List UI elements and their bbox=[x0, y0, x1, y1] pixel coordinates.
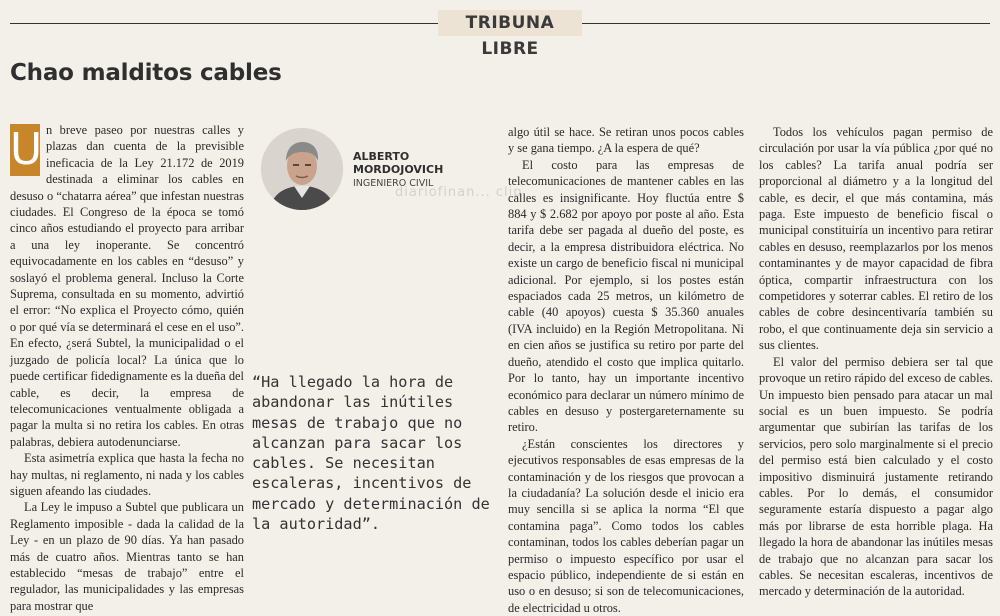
article-headline: Chao malditos cables bbox=[10, 60, 282, 86]
top-rule-right bbox=[582, 23, 990, 24]
article-column-4 bbox=[759, 124, 993, 600]
paragraph: ¿Están conscientes los directores y ejecutivos responsables de esas empresas de la contaminación y de los riesgos que provocan a la ciudadanía? La solución desde el inicio era muy sencilla si se aplica la norma “El que contamina paga”. Como todos los cables contaminan, todos los cables deberían pagar un permiso o impuesto específico por usar el espacio público, independiente de si están en uso o en desuso; si son de telecomunicaciones, de electricidad u otros. bbox=[508, 436, 744, 615]
article-column-1 bbox=[10, 122, 244, 614]
paragraph: El costo para las empresas de telecomunicaciones de mantener cables en las calles es insignificante. Hoy fluctúa entre $ 884 y $ 2.682 por apoyo por poste al año. Esta tarifa debe ser pagada al dueño del poste, es decir, a la empresa distribuidora eléctrica. No existe un cargo de beneficio fiscal ni municipal adicional. Por ejemplo, si los postes están espaciados cada 25 metros, un kilómetro de cable (40 apoyos) cuesta $ 35.360 anuales (IVA incluido) en la Región Metropolitana. Ni en cien años se justifica su retiro por parte del dueño, atendido el costo que implica quitarlo. Por lo tanto, hay un importante incentivo económico para declarar un número mínimo de cables en desuso y postergareternamente su retiro. bbox=[508, 157, 744, 435]
pull-quote: “Ha llegado la hora de abandonar las inútiles mesas de trabajo que no alcanzan para sacar los cables. Se necesitan escaleras, incentivos de mercado y determinación de la autoridad”. bbox=[252, 373, 490, 534]
paragraph: La Ley le impuso a Subtel que publicara un Reglamento imposible - dada la calidad de la Ley - en un plazo de 90 días. Ya han pasado más de cuatro años. Mientras tanto se han establecido “mesas de trabajo” entre el regulador, las municipalidades y las empresas para mostrar que bbox=[10, 500, 244, 613]
dropcap: U bbox=[10, 124, 43, 175]
author-name: ALBERTO MORDOJOVICH bbox=[353, 150, 444, 176]
paragraph: Todos los vehículos pagan permiso de circulación por usar la vía pública ¿por qué no los cables? La tarifa anual podría ser proporcional al diámetro y a la longitud del cable, es decir, el que más contamina, más paga. Este impuesto de beneficio fiscal o municipal constituiría un incentivo para retirar cables en desuso, reemplazarlos por los menos contaminantes y de mayor capacidad de fibra óptica, compartir infraestructura con los competidores y soterrar cables. El retiro de los cables de cobre desincentivaría también su robo, el que continuamente deja sin servicio a sus clientes. bbox=[759, 125, 993, 353]
article-column-3 bbox=[508, 124, 744, 616]
top-rule-left bbox=[10, 23, 438, 24]
watermark-text: diariofinan... clip bbox=[395, 185, 523, 200]
paragraph: El valor del permiso debiera ser tal que provoque un retiro rápido del exceso de cables. Un impuesto bien pensado para atacar un mal social es un buen impuesto. Se podría argumentar que subirían las tarifas de los servicios, pero solo marginalmente si el precio del permiso está bien calculado y el costo impositivo disminuirá justamente retirando cables. Por lo demás, el consumidor seguramente estaría dispuesto a pagar algo más por librarse de esta horrible plaga. Ha llegado la hora de abandonar las inútiles mesas de trabajo que no alcanzan para sacar los cables. Se necesitan escaleras, incentivos de mercado y determinación de la autoridad. bbox=[759, 354, 993, 599]
paragraph: n breve paseo por nuestras calles y plazas dan cuenta de la previsible ineficacia de la Ley 21.172 de 2019 destinada a eliminar los cables en desuso o “chatarra aérea” que infestan nuestras ciudades. El Congreso de la época se tomó cinco años estudiando el proyecto para arribar a una ley inoperante. Se concentró equivocadamente en los cables en “desuso” y soslayó el problema general. Incluso la Corte Suprema, consultada en su momento, advirtió el error: “No explica el Proyecto cómo, quién o por qué vía se determinará el cese en el uso”. En efecto, ¿será Subtel, la municipalidad o el juzgado de policía local? La única que lo puede certificar fidedignamente es la dueña del cable, es decir, la empresa de telecomunicaciones ventualmente obligada a pagar la multa si no retira los cables. En otras palabras, debiera autodenunciarse. bbox=[10, 123, 244, 449]
paragraph: algo útil se hace. Se retiran unos pocos cables y se gana tiempo. ¿A la espera de qué? bbox=[508, 125, 744, 156]
author-role: INGENIERO CIVIL bbox=[353, 178, 434, 189]
paragraph: Esta asimetría explica que hasta la fecha no hay multas, ni reglamento, ni nada y los cables siguen afeando las ciudades. bbox=[10, 451, 244, 498]
section-label: TRIBUNA LIBRE bbox=[438, 10, 582, 36]
author-photo bbox=[261, 128, 343, 210]
